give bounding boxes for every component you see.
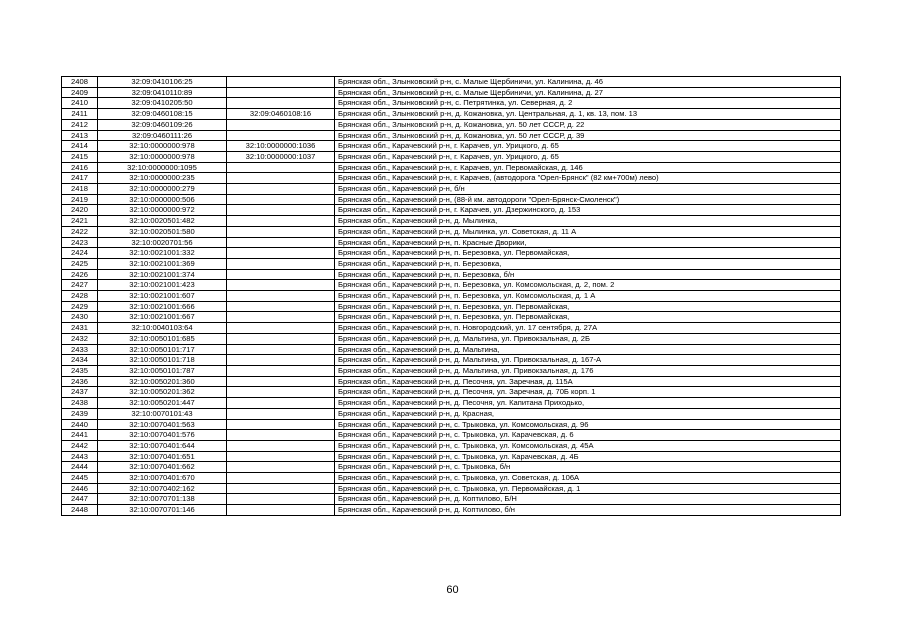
secondary-cadastral-number-cell [227, 355, 335, 366]
cadastral-number-cell: 32:10:0000000:1095 [98, 162, 227, 173]
cadastral-number-cell: 32:10:0021001:607 [98, 291, 227, 302]
cadastral-number-cell: 32:10:0021001:332 [98, 248, 227, 259]
row-number-cell: 2439 [62, 408, 98, 419]
row-number-cell: 2420 [62, 205, 98, 216]
address-cell: Брянская обл., Карачевский р-н, д. Мылинка, [335, 216, 841, 227]
address-cell: Брянская обл., Карачевский р-н, д. Песочня, ул. Заречная, д. 115А [335, 376, 841, 387]
row-number-cell: 2415 [62, 151, 98, 162]
row-number-cell: 2421 [62, 216, 98, 227]
address-cell: Брянская обл., Карачевский р-н, с. Трыковка, ул. Советская, д. 106А [335, 473, 841, 484]
secondary-cadastral-number-cell [227, 483, 335, 494]
secondary-cadastral-number-cell [227, 505, 335, 516]
row-number-cell: 2440 [62, 419, 98, 430]
address-cell: Брянская обл., Карачевский р-н, п. Березовка, ул. Первомайская, [335, 248, 841, 259]
secondary-cadastral-number-cell [227, 130, 335, 141]
cadastral-number-cell: 32:10:0020501:482 [98, 216, 227, 227]
row-number-cell: 2445 [62, 473, 98, 484]
row-number-cell: 2433 [62, 344, 98, 355]
address-cell: Брянская обл., Карачевский р-н, г. Карачев, ул. Урицкого, д. 65 [335, 151, 841, 162]
address-cell: Брянская обл., Карачевский р-н, д. Красная, [335, 408, 841, 419]
secondary-cadastral-number-cell [227, 237, 335, 248]
address-cell: Брянская обл., Карачевский р-н, с. Трыковка, ул. Карачевская, д. 4Б [335, 451, 841, 462]
address-cell: Брянская обл., Карачевский р-н, п. Новгородский, ул. 17 сентября, д. 27А [335, 323, 841, 334]
cadastral-number-cell: 32:10:0020701:56 [98, 237, 227, 248]
secondary-cadastral-number-cell [227, 376, 335, 387]
table-row [62, 430, 841, 441]
cadastral-number-cell: 32:10:0021001:666 [98, 301, 227, 312]
row-number-cell: 2419 [62, 194, 98, 205]
address-cell: Брянская обл., Карачевский р-н, п. Березовка, [335, 258, 841, 269]
secondary-cadastral-number-cell [227, 248, 335, 259]
row-number-cell: 2435 [62, 365, 98, 376]
table-row [62, 323, 841, 334]
secondary-cadastral-number-cell [227, 184, 335, 195]
address-cell: Брянская обл., Карачевский р-н, б/н [335, 184, 841, 195]
address-cell: Брянская обл., Злынковский р-н, д. Кожановка, ул. 50 лет СССР, д. 39 [335, 130, 841, 141]
secondary-cadastral-number-cell [227, 98, 335, 109]
secondary-cadastral-number-cell [227, 301, 335, 312]
table-row [62, 119, 841, 130]
address-cell: Брянская обл., Карачевский р-н, п. Березовка, ул. Первомайская, [335, 312, 841, 323]
secondary-cadastral-number-cell [227, 344, 335, 355]
table-row [62, 258, 841, 269]
address-cell: Брянская обл., Карачевский р-н, г. Карачев, ул. Дзержинского, д. 153 [335, 205, 841, 216]
secondary-cadastral-number-cell [227, 226, 335, 237]
address-cell: Брянская обл., Злынковский р-н, с. Петрятинка, ул. Северная, д. 2 [335, 98, 841, 109]
row-number-cell: 2428 [62, 291, 98, 302]
secondary-cadastral-number-cell [227, 333, 335, 344]
row-number-cell: 2425 [62, 258, 98, 269]
row-number-cell: 2436 [62, 376, 98, 387]
address-cell: Брянская обл., Злынковский р-н, с. Малые Щербиничи, ул. Калинина, д. 27 [335, 87, 841, 98]
table-row [62, 355, 841, 366]
cadastral-number-cell: 32:10:0021001:667 [98, 312, 227, 323]
address-cell: Брянская обл., Злынковский р-н, с. Малые Щербиничи, ул. Калинина, д. 46 [335, 77, 841, 88]
address-cell: Брянская обл., Карачевский р-н, п. Березовка, ул. Комсомольская, д. 1 А [335, 291, 841, 302]
cadastral-number-cell: 32:10:0070402:162 [98, 483, 227, 494]
address-cell: Брянская обл., Карачевский р-н, п. Березовка, ул. Первомайская, [335, 301, 841, 312]
secondary-cadastral-number-cell [227, 398, 335, 409]
row-number-cell: 2418 [62, 184, 98, 195]
cadastral-number-cell: 32:10:0070401:563 [98, 419, 227, 430]
table-row [62, 333, 841, 344]
secondary-cadastral-number-cell [227, 440, 335, 451]
secondary-cadastral-number-cell [227, 119, 335, 130]
cadastral-number-cell: 32:10:0070701:146 [98, 505, 227, 516]
table-row [62, 269, 841, 280]
address-cell: Брянская обл., Карачевский р-н, д. Коптилово, Б/Н [335, 494, 841, 505]
row-number-cell: 2410 [62, 98, 98, 109]
address-cell: Брянская обл., Карачевский р-н, п. Березовка, б/н [335, 269, 841, 280]
table-row [62, 184, 841, 195]
table-row [62, 194, 841, 205]
secondary-cadastral-number-cell [227, 173, 335, 184]
table-row [62, 365, 841, 376]
secondary-cadastral-number-cell [227, 408, 335, 419]
secondary-cadastral-number-cell [227, 194, 335, 205]
address-cell: Брянская обл., Карачевский р-н, д. Мылинка, ул. Советская, д. 11 А [335, 226, 841, 237]
table-row [62, 109, 841, 120]
row-number-cell: 2408 [62, 77, 98, 88]
address-cell: Брянская обл., Карачевский р-н, д. Мальтина, ул. Привокзальная, д. 2Б [335, 333, 841, 344]
address-cell: Брянская обл., Карачевский р-н, д. Коптилово, б/н [335, 505, 841, 516]
address-cell: Брянская обл., Карачевский р-н, с. Трыковка, ул. Первомайская, д. 1 [335, 483, 841, 494]
cadastral-number-cell: 32:10:0000000:978 [98, 141, 227, 152]
cadastral-number-cell: 32:10:0070701:138 [98, 494, 227, 505]
secondary-cadastral-number-cell [227, 291, 335, 302]
row-number-cell: 2438 [62, 398, 98, 409]
table-row [62, 130, 841, 141]
secondary-cadastral-number-cell [227, 258, 335, 269]
row-number-cell: 2448 [62, 505, 98, 516]
address-cell: Брянская обл., Карачевский р-н, (88-й км. автодороги "Орел-Брянск-Смоленск") [335, 194, 841, 205]
registry-table-body [62, 77, 841, 516]
row-number-cell: 2412 [62, 119, 98, 130]
address-cell: Брянская обл., Карачевский р-н, д. Песочня, ул. Заречная, д. 70Б корп. 1 [335, 387, 841, 398]
table-row [62, 98, 841, 109]
table-row [62, 440, 841, 451]
table-row [62, 151, 841, 162]
cadastral-number-cell: 32:09:0410205:50 [98, 98, 227, 109]
secondary-cadastral-number-cell [227, 473, 335, 484]
address-cell: Брянская обл., Карачевский р-н, с. Трыковка, ул. Комсомольская, д. 96 [335, 419, 841, 430]
secondary-cadastral-number-cell [227, 216, 335, 227]
cadastral-number-cell: 32:09:0410110:89 [98, 87, 227, 98]
table-row [62, 451, 841, 462]
registry-table [61, 76, 841, 516]
table-row [62, 505, 841, 516]
row-number-cell: 2426 [62, 269, 98, 280]
table-row [62, 408, 841, 419]
row-number-cell: 2442 [62, 440, 98, 451]
cadastral-number-cell: 32:09:0460109:26 [98, 119, 227, 130]
table-row [62, 280, 841, 291]
secondary-cadastral-number-cell [227, 323, 335, 334]
address-cell: Брянская обл., Карачевский р-н, д. Мальтина, [335, 344, 841, 355]
table-row [62, 398, 841, 409]
address-cell: Брянская обл., Карачевский р-н, д. Мальтина, ул. Привокзальная, д. 167-А [335, 355, 841, 366]
table-row [62, 216, 841, 227]
row-number-cell: 2444 [62, 462, 98, 473]
address-cell: Брянская обл., Карачевский р-н, п. Красные Дворики, [335, 237, 841, 248]
cadastral-number-cell: 32:10:0050101:718 [98, 355, 227, 366]
cadastral-number-cell: 32:10:0070401:576 [98, 430, 227, 441]
row-number-cell: 2427 [62, 280, 98, 291]
address-cell: Брянская обл., Карачевский р-н, с. Трыковка, ул. Карачевская, д. 6 [335, 430, 841, 441]
secondary-cadastral-number-cell [227, 312, 335, 323]
row-number-cell: 2434 [62, 355, 98, 366]
secondary-cadastral-number-cell [227, 462, 335, 473]
cadastral-number-cell: 32:10:0000000:279 [98, 184, 227, 195]
secondary-cadastral-number-cell [227, 419, 335, 430]
cadastral-number-cell: 32:10:0070401:644 [98, 440, 227, 451]
table-row [62, 312, 841, 323]
cadastral-number-cell: 32:09:0410106:25 [98, 77, 227, 88]
row-number-cell: 2417 [62, 173, 98, 184]
table-row [62, 141, 841, 152]
row-number-cell: 2422 [62, 226, 98, 237]
secondary-cadastral-number-cell [227, 162, 335, 173]
secondary-cadastral-number-cell [227, 365, 335, 376]
table-row [62, 205, 841, 216]
row-number-cell: 2409 [62, 87, 98, 98]
secondary-cadastral-number-cell [227, 430, 335, 441]
secondary-cadastral-number-cell: 32:10:0000000:1036 [227, 141, 335, 152]
secondary-cadastral-number-cell [227, 87, 335, 98]
row-number-cell: 2416 [62, 162, 98, 173]
cadastral-number-cell: 32:10:0040103:64 [98, 323, 227, 334]
secondary-cadastral-number-cell: 32:10:0000000:1037 [227, 151, 335, 162]
cadastral-number-cell: 32:10:0050101:717 [98, 344, 227, 355]
address-cell: Брянская обл., Злынковский р-н, д. Кожановка, ул. Центральная, д. 1, кв. 13, пом. 13 [335, 109, 841, 120]
table-row [62, 291, 841, 302]
table-row [62, 462, 841, 473]
address-cell: Брянская обл., Карачевский р-н, с. Трыковка, б/н [335, 462, 841, 473]
cadastral-number-cell: 32:09:0460108:15 [98, 109, 227, 120]
cadastral-number-cell: 32:10:0070401:651 [98, 451, 227, 462]
table-row [62, 173, 841, 184]
row-number-cell: 2443 [62, 451, 98, 462]
table-row [62, 237, 841, 248]
cadastral-number-cell: 32:10:0050101:685 [98, 333, 227, 344]
secondary-cadastral-number-cell [227, 387, 335, 398]
table-row [62, 419, 841, 430]
address-cell: Брянская обл., Злынковский р-н, д. Кожановка, ул. 50 лет СССР, д. 22 [335, 119, 841, 130]
row-number-cell: 2446 [62, 483, 98, 494]
row-number-cell: 2411 [62, 109, 98, 120]
row-number-cell: 2413 [62, 130, 98, 141]
cadastral-number-cell: 32:10:0000000:978 [98, 151, 227, 162]
row-number-cell: 2447 [62, 494, 98, 505]
table-row [62, 162, 841, 173]
address-cell: Брянская обл., Карачевский р-н, д. Мальтина, ул. Привокзальная, д. 176 [335, 365, 841, 376]
table-row [62, 77, 841, 88]
address-cell: Брянская обл., Карачевский р-н, г. Карачев, ул. Урицкого, д. 65 [335, 141, 841, 152]
address-cell: Брянская обл., Карачевский р-н, г. Карачев, ул. Первомайская, д. 146 [335, 162, 841, 173]
table-row [62, 376, 841, 387]
table-row [62, 387, 841, 398]
table-row [62, 494, 841, 505]
table-row [62, 473, 841, 484]
cadastral-number-cell: 32:10:0000000:235 [98, 173, 227, 184]
row-number-cell: 2431 [62, 323, 98, 334]
secondary-cadastral-number-cell: 32:09:0460108:16 [227, 109, 335, 120]
cadastral-number-cell: 32:10:0000000:972 [98, 205, 227, 216]
cadastral-number-cell: 32:10:0050101:787 [98, 365, 227, 376]
row-number-cell: 2424 [62, 248, 98, 259]
page-number: 60 [446, 584, 459, 596]
cadastral-number-cell: 32:10:0000000:506 [98, 194, 227, 205]
row-number-cell: 2430 [62, 312, 98, 323]
table-row [62, 483, 841, 494]
address-cell: Брянская обл., Карачевский р-н, г. Карачев, (автодорога "Орел-Брянск" (82 км+700м) лево) [335, 173, 841, 184]
secondary-cadastral-number-cell [227, 451, 335, 462]
table-row [62, 248, 841, 259]
cadastral-number-cell: 32:09:0460111:26 [98, 130, 227, 141]
row-number-cell: 2432 [62, 333, 98, 344]
cadastral-number-cell: 32:10:0070401:662 [98, 462, 227, 473]
cadastral-number-cell: 32:10:0070101:43 [98, 408, 227, 419]
cadastral-number-cell: 32:10:0070401:670 [98, 473, 227, 484]
table-row [62, 344, 841, 355]
secondary-cadastral-number-cell [227, 280, 335, 291]
cadastral-number-cell: 32:10:0021001:423 [98, 280, 227, 291]
table-row [62, 226, 841, 237]
cadastral-number-cell: 32:10:0050201:360 [98, 376, 227, 387]
row-number-cell: 2423 [62, 237, 98, 248]
cadastral-number-cell: 32:10:0050201:362 [98, 387, 227, 398]
cadastral-number-cell: 32:10:0021001:374 [98, 269, 227, 280]
cadastral-number-cell: 32:10:0020501:580 [98, 226, 227, 237]
address-cell: Брянская обл., Карачевский р-н, с. Трыковка, ул. Комсомольская, д. 45А [335, 440, 841, 451]
row-number-cell: 2429 [62, 301, 98, 312]
secondary-cadastral-number-cell [227, 77, 335, 88]
secondary-cadastral-number-cell [227, 269, 335, 280]
address-cell: Брянская обл., Карачевский р-н, п. Березовка, ул. Комсомольская, д. 2, пом. 2 [335, 280, 841, 291]
secondary-cadastral-number-cell [227, 494, 335, 505]
row-number-cell: 2414 [62, 141, 98, 152]
secondary-cadastral-number-cell [227, 205, 335, 216]
cadastral-number-cell: 32:10:0050201:447 [98, 398, 227, 409]
table-row [62, 301, 841, 312]
cadastral-number-cell: 32:10:0021001:369 [98, 258, 227, 269]
row-number-cell: 2441 [62, 430, 98, 441]
address-cell: Брянская обл., Карачевский р-н, д. Песочня, ул. Капитана Приходько, [335, 398, 841, 409]
table-row [62, 87, 841, 98]
row-number-cell: 2437 [62, 387, 98, 398]
